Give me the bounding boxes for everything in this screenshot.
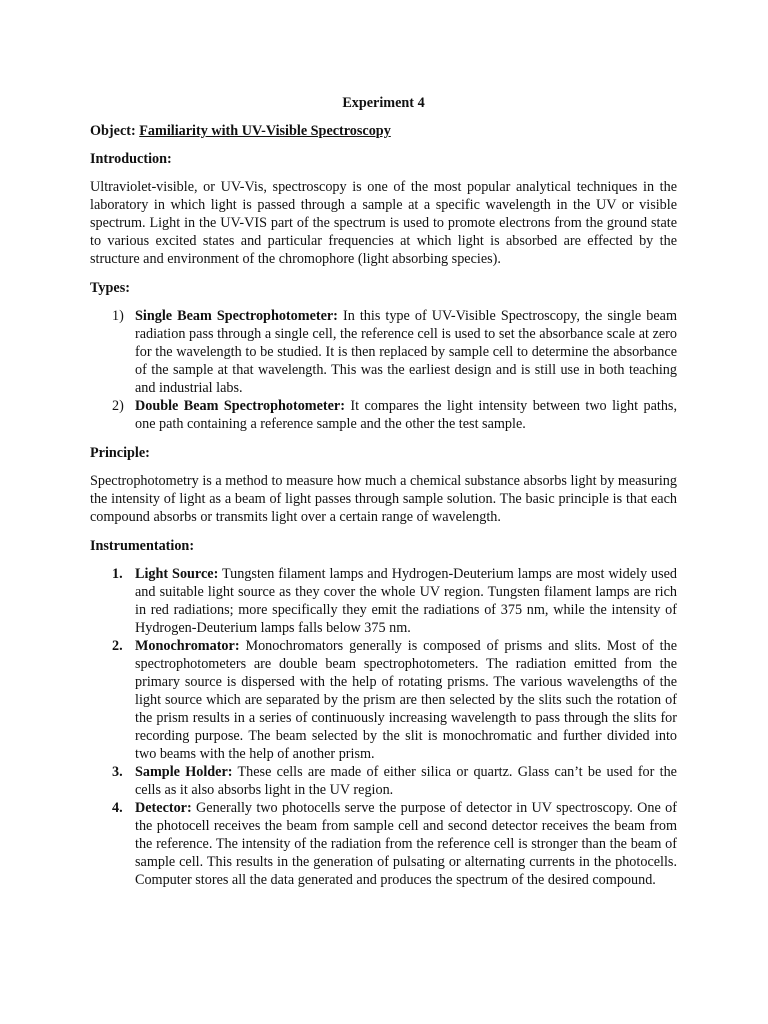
list-item-number: 2. xyxy=(112,638,123,654)
list-item-term: Light Source: xyxy=(135,566,219,582)
instrumentation-list xyxy=(90,565,677,889)
types-heading: Types: xyxy=(90,280,130,296)
list-item xyxy=(90,637,677,763)
object-label: Object: xyxy=(90,123,136,139)
list-item-number: 3. xyxy=(112,764,123,780)
list-item-number: 1. xyxy=(112,566,123,582)
list-item xyxy=(90,763,677,799)
document-title: Experiment 4 xyxy=(342,95,425,111)
list-item-term: Monochromator: xyxy=(135,638,240,654)
list-item-text: Monochromators generally is composed of prisms and slits. Most of the spectrophotometers are double beam spectrophotometers. The radiation emitted from the primary source is dispersed with the help of rotating prisms. The various wavelengths of the light source which are separated by the prism are then selected by the slits such the rotation of the prism results in a series of continuously increasing wavelength to pass through the slits for recording purpose. The beam selected by the slit is monochromatic and further divided into two beams with the help of another prism. xyxy=(135,638,677,762)
list-item-term: Sample Holder: xyxy=(135,764,233,780)
object-line xyxy=(90,122,677,140)
list-item-text: Generally two photocells serve the purpose of detector in UV spectroscopy. One of the photocell receives the beam from sample cell and second detector receives the beam from the reference. The intensity of the radiation from the reference cell is stronger than the beam of sample cell. This results in the generation of pulsating or alternating currents in the photocells. Computer stores all the data generated and produces the spectrum of the desired compound. xyxy=(135,800,677,888)
list-item xyxy=(90,565,677,637)
list-item-text: These cells are made of either silica or quartz. Glass can’t be used for the cells as it also absorbs light in the UV region. xyxy=(135,764,677,798)
list-item xyxy=(90,799,677,889)
types-list xyxy=(90,307,677,433)
list-item-text: In this type of UV-Visible Spectroscopy, the single beam radiation pass through a single cell, the reference cell is used to set the absorbance scale at zero for the wavelength to be studied. It is then replaced by sample cell to determine the absorbance of the sample at that wavelength. This was the earliest design and is still use in both teaching and industrial labs. xyxy=(135,308,677,396)
list-item-number: 1) xyxy=(112,308,124,324)
object-value: Familiarity with UV-Visible Spectroscopy xyxy=(139,123,391,139)
list-item-term: Detector: xyxy=(135,800,192,816)
list-item-text: It compares the light intensity between two light paths, one path containing a reference sample and the other the test sample. xyxy=(135,398,677,432)
list-item-number: 2) xyxy=(112,398,124,414)
introduction-heading: Introduction: xyxy=(90,151,172,167)
list-item xyxy=(90,307,677,397)
list-item-term: Single Beam Spectrophotometer: xyxy=(135,308,338,324)
instrumentation-heading: Instrumentation: xyxy=(90,538,195,554)
document-body xyxy=(90,94,677,900)
list-item-text: Tungsten filament lamps and Hydrogen-Deuterium lamps are most widely used and suitable light source as they cover the whole UV region. Tungsten filament lamps are rich in red radiations; more specifically they emit the radiations of 375 nm, while the intensity of Hydrogen-Deuterium lamps falls below 375 nm. xyxy=(135,566,677,636)
list-item-term: Double Beam Spectrophotometer: xyxy=(135,398,345,414)
list-item-number: 4. xyxy=(112,800,123,816)
list-item xyxy=(90,397,677,433)
principle-heading: Principle: xyxy=(90,445,150,461)
principle-text: Spectrophotometry is a method to measure how much a chemical substance absorbs light by measuring the intensity of light as a beam of light passes through sample solution. The basic principle is that each compound absorbs or transmits light over a certain range of wavelength. xyxy=(90,473,677,525)
introduction-text: Ultraviolet-visible, or UV-Vis, spectroscopy is one of the most popular analytical techniques in the laboratory in which light is passed through a sample at a specific wavelength in the UV or visible spectrum. Light in the UV-VIS part of the spectrum is used to promote electrons from the ground state to various excited states and particular frequencies at which light is absorbed are effected by the structure and environment of the chromophore (light absorbing species). xyxy=(90,179,677,267)
